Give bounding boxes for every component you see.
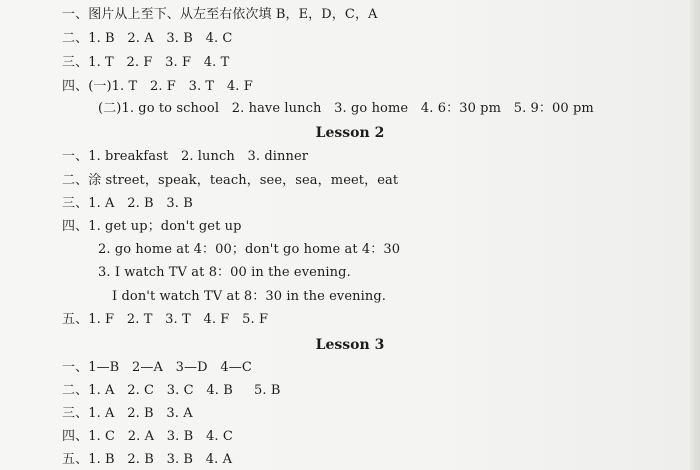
lesson2-line-5: 2. go home at 4：00；don't go home at 4：30	[98, 242, 401, 257]
lesson3-title: Lesson 3	[315, 337, 385, 353]
lesson1-line-2: 二、1. B 2. A 3. B 4. C	[62, 31, 233, 46]
page-edge-shadow	[690, 0, 700, 470]
lesson1-line-5: (二)1. go to school 2. have lunch 3. go home 4. 6：30 pm 5. 9：00 pm	[98, 101, 594, 116]
lesson3-line-5: 五、1. B 2. B 3. B 4. A	[62, 452, 233, 467]
lesson2-line-3: 三、1. A 2. B 3. B	[62, 196, 193, 211]
lesson2-line-2: 二、涂 street，speak，teach，see，sea，meet，eat	[62, 173, 399, 188]
lesson3-line-2: 二、1. A 2. C 3. C 4. B 5. B	[62, 383, 281, 398]
lesson2-line-8: 五、1. F 2. T 3. T 4. F 5. F	[62, 312, 269, 327]
lesson3-line-4: 四、1. C 2. A 3. B 4. C	[62, 429, 233, 444]
lesson2-line-7: I don't watch TV at 8：30 in the evening.	[112, 289, 387, 304]
lesson3-line-1: 一、1—B 2—A 3—D 4—C	[62, 360, 252, 375]
lesson2-line-1: 一、1. breakfast 2. lunch 3. dinner	[62, 149, 309, 164]
lesson2-line-4: 四、1. get up；don't get up	[62, 219, 242, 234]
lesson2-title: Lesson 2	[315, 125, 385, 141]
lesson2-line-6: 3. I watch TV at 8：00 in the evening.	[98, 265, 351, 280]
lesson1-line-4: 四、(一)1. T 2. F 3. T 4. F	[62, 79, 253, 94]
lesson1-line-1: 一、图片从上至下、从左至右依次填 B，E，D，C，A	[62, 7, 378, 22]
lesson3-line-3: 三、1. A 2. B 3. A	[62, 406, 193, 421]
lesson1-line-3: 三、1. T 2. F 3. F 4. T	[62, 55, 230, 70]
